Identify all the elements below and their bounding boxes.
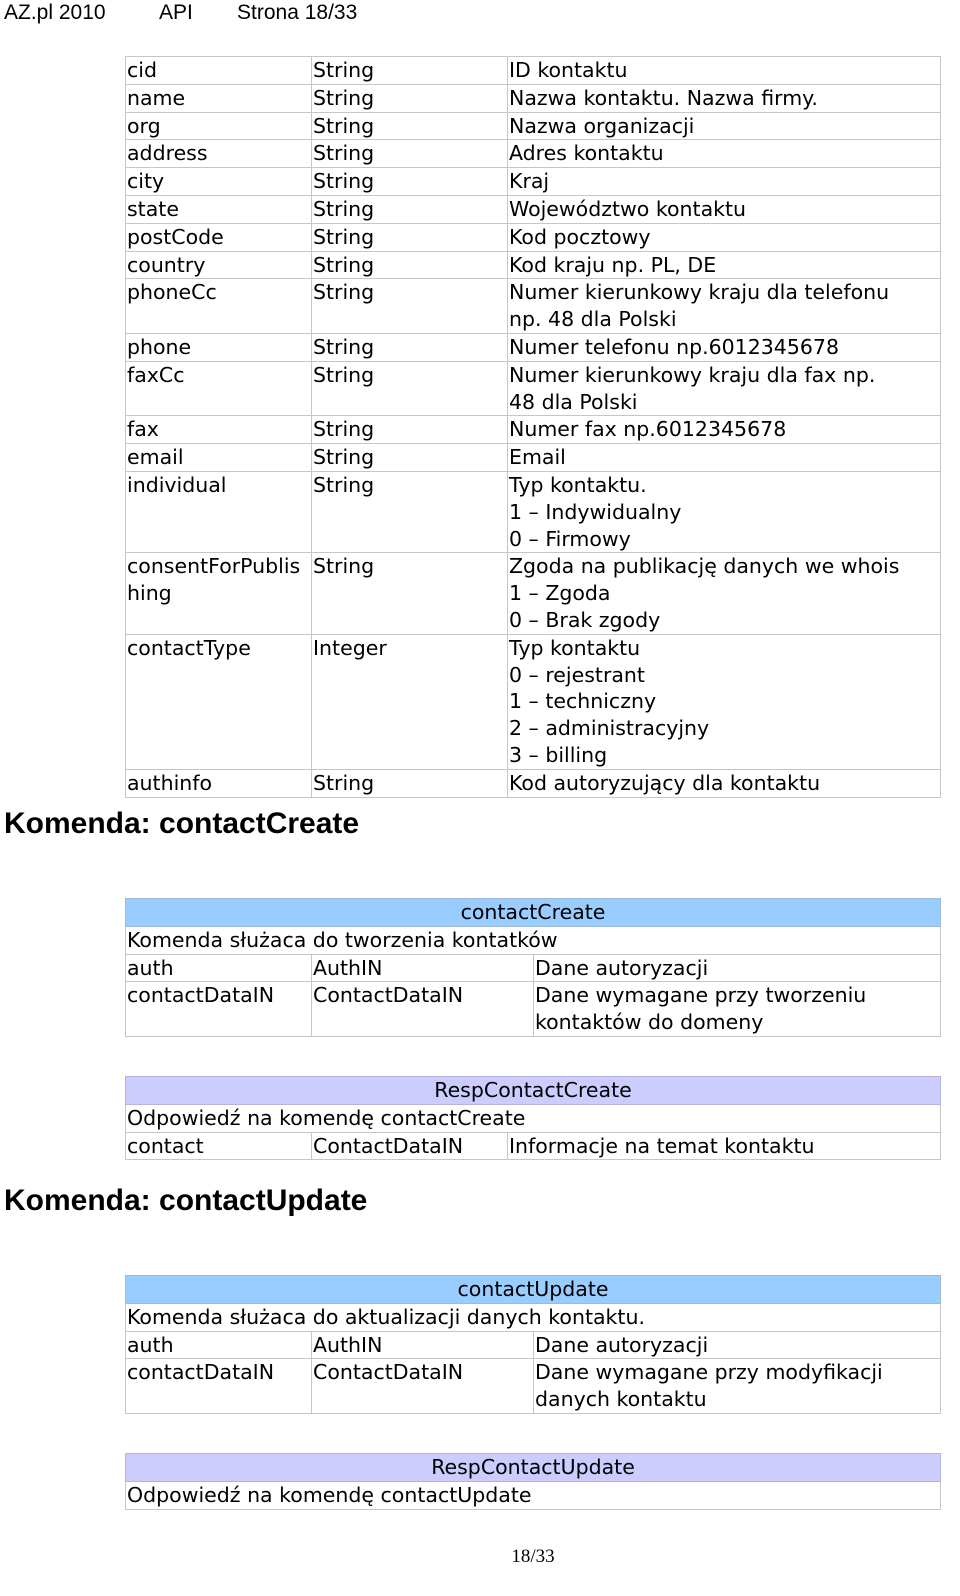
table-description: Odpowiedź na komendę contactUpdate — [126, 1481, 941, 1509]
field-name: email — [126, 444, 312, 472]
section-heading-contact-update: Komenda: contactUpdate — [4, 1184, 368, 1217]
field-name: city — [126, 168, 312, 196]
field-type: String — [312, 444, 508, 472]
field-name: consentForPublishing — [126, 553, 312, 634]
field-type: String — [312, 279, 508, 334]
contact-update-table — [125, 1275, 941, 1414]
description-line: Email — [509, 445, 566, 470]
table-row — [126, 416, 941, 444]
field-description — [508, 195, 941, 223]
table-description-row — [126, 926, 941, 954]
field-type: AuthIN — [312, 954, 534, 982]
description-line: 48 dla Polski — [509, 389, 638, 414]
field-description — [508, 84, 941, 112]
table-row — [126, 195, 941, 223]
table-row — [126, 168, 941, 196]
table-description-row — [126, 1303, 941, 1331]
description-line: Kraj — [509, 169, 550, 194]
field-name: postCode — [126, 223, 312, 251]
field-description — [508, 471, 941, 552]
header-site: AZ.pl 2010 — [4, 1, 106, 24]
field-name: phone — [126, 333, 312, 361]
table-row — [126, 251, 941, 279]
field-type: String — [312, 251, 508, 279]
field-description — [534, 1331, 941, 1359]
field-type: String — [312, 84, 508, 112]
field-name: individual — [126, 471, 312, 552]
description-line: Dane autoryzacji — [535, 1332, 709, 1357]
field-type: String — [312, 223, 508, 251]
resp-contact-update-table — [125, 1453, 941, 1510]
field-description — [534, 954, 941, 982]
table-row — [126, 1331, 941, 1359]
field-description — [508, 279, 941, 334]
description-line: Kod pocztowy — [509, 224, 651, 249]
description-line: 1 – Zgoda — [509, 581, 611, 606]
field-name: contactType — [126, 634, 312, 769]
description-line: 0 – rejestrant — [509, 662, 645, 687]
field-description — [508, 333, 941, 361]
field-description — [508, 57, 941, 85]
header-api: API — [159, 1, 193, 24]
table-title: contactCreate — [126, 899, 941, 927]
description-line: Kod kraju np. PL, DE — [509, 252, 717, 277]
description-line: Informacje na temat kontaktu — [509, 1133, 815, 1158]
description-line: Numer kierunkowy kraju dla telefonu — [509, 280, 890, 305]
table-description: Odpowiedź na komendę contactCreate — [126, 1104, 941, 1132]
field-name: state — [126, 195, 312, 223]
contact-create-table — [125, 898, 941, 1037]
description-line: 1 – Indywidualny — [509, 499, 682, 524]
description-line: 3 – billing — [509, 742, 608, 767]
field-type: String — [312, 195, 508, 223]
field-name: phoneCc — [126, 279, 312, 334]
description-line: Numer telefonu np.6012345678 — [509, 334, 840, 359]
field-type: String — [312, 361, 508, 416]
table-row — [126, 333, 941, 361]
table-row — [126, 1359, 941, 1414]
description-line: Zgoda na publikację danych we whois — [509, 554, 900, 579]
field-name: auth — [126, 1331, 312, 1359]
description-line: Typ kontaktu. — [509, 472, 647, 497]
field-name: country — [126, 251, 312, 279]
description-line: Typ kontaktu — [509, 635, 641, 660]
table-row — [126, 112, 941, 140]
field-type: String — [312, 471, 508, 552]
table-title: RespContactCreate — [126, 1077, 941, 1105]
description-line: Numer fax np.6012345678 — [509, 417, 787, 442]
field-name: authinfo — [126, 769, 312, 797]
field-description — [508, 769, 941, 797]
field-description — [534, 982, 941, 1037]
description-line: Adres kontaktu — [509, 141, 664, 166]
table-title-row — [126, 899, 941, 927]
table-row — [126, 471, 941, 552]
field-description — [508, 416, 941, 444]
table-title-row — [126, 1276, 941, 1304]
field-type: String — [312, 769, 508, 797]
description-line: danych kontaktu — [535, 1387, 707, 1412]
table-row — [126, 223, 941, 251]
description-line: 0 – Firmowy — [509, 526, 631, 551]
field-type: String — [312, 168, 508, 196]
table-row — [126, 954, 941, 982]
table-row — [126, 140, 941, 168]
field-name: auth — [126, 954, 312, 982]
field-name: org — [126, 112, 312, 140]
description-line: Numer kierunkowy kraju dla fax np. — [509, 362, 876, 387]
field-description — [508, 223, 941, 251]
field-type: Integer — [312, 634, 508, 769]
header-page-number: Strona 18/33 — [237, 1, 358, 24]
table-title: RespContactUpdate — [126, 1454, 941, 1482]
field-type: String — [312, 416, 508, 444]
field-type: String — [312, 112, 508, 140]
field-description — [508, 553, 941, 634]
table-title-row — [126, 1454, 941, 1482]
description-line: ID kontaktu — [509, 58, 628, 82]
field-description — [508, 251, 941, 279]
section-heading-contact-create: Komenda: contactCreate — [4, 807, 360, 840]
table-row — [126, 553, 941, 634]
field-type: String — [312, 553, 508, 634]
table-row — [126, 1132, 941, 1160]
description-line: Dane wymagane przy tworzeniu — [535, 983, 867, 1008]
field-type: String — [312, 57, 508, 85]
field-description — [508, 634, 941, 769]
field-type: String — [312, 140, 508, 168]
field-name: cid — [126, 57, 312, 85]
table-row — [126, 444, 941, 472]
field-description — [508, 112, 941, 140]
description-line: kontaktów do domeny — [535, 1010, 764, 1035]
table-title-row — [126, 1077, 941, 1105]
field-type: String — [312, 333, 508, 361]
table-row — [126, 279, 941, 334]
description-line: Kod autoryzujący dla kontaktu — [509, 770, 821, 795]
table-description: Komenda służaca do tworzenia kontatków — [126, 926, 941, 954]
table-description-row — [126, 1481, 941, 1509]
table-description-row — [126, 1104, 941, 1132]
field-name: contactDataIN — [126, 1359, 312, 1414]
description-line: 1 – techniczny — [509, 689, 657, 714]
field-name: contact — [126, 1132, 312, 1160]
description-line: Dane autoryzacji — [535, 955, 709, 980]
field-description — [508, 168, 941, 196]
field-name: address — [126, 140, 312, 168]
field-description — [508, 140, 941, 168]
description-line: Województwo kontaktu — [509, 196, 747, 221]
field-type: AuthIN — [312, 1331, 534, 1359]
description-line: np. 48 dla Polski — [509, 307, 677, 332]
description-line: Dane wymagane przy modyfikacji — [535, 1360, 883, 1385]
field-type: ContactDataIN — [312, 1132, 508, 1160]
field-name: name — [126, 84, 312, 112]
description-line: 0 – Brak zgody — [509, 607, 661, 632]
field-description — [508, 444, 941, 472]
field-description — [534, 1359, 941, 1414]
table-row — [126, 982, 941, 1037]
field-name: contactDataIN — [126, 982, 312, 1037]
table-row — [126, 361, 941, 416]
description-line: Nazwa kontaktu. Nazwa firmy. — [509, 85, 818, 110]
field-name: faxCc — [126, 361, 312, 416]
table-title: contactUpdate — [126, 1276, 941, 1304]
table-row — [126, 84, 941, 112]
field-type: ContactDataIN — [312, 1359, 534, 1414]
page-header — [4, 0, 357, 26]
field-type: ContactDataIN — [312, 982, 534, 1037]
table-row — [126, 57, 941, 85]
field-description — [508, 361, 941, 416]
resp-contact-create-table — [125, 1076, 941, 1160]
field-description — [508, 1132, 941, 1160]
description-line: Nazwa organizacji — [509, 113, 695, 138]
description-line: 2 – administracyjny — [509, 716, 710, 741]
table-description: Komenda służaca do aktualizacji danych kontaktu. — [126, 1303, 941, 1331]
table-row — [126, 769, 941, 797]
contact-fields-table — [125, 56, 941, 798]
field-name: fax — [126, 416, 312, 444]
page-footer-number: 18/33 — [511, 1546, 555, 1567]
table-row — [126, 634, 941, 769]
